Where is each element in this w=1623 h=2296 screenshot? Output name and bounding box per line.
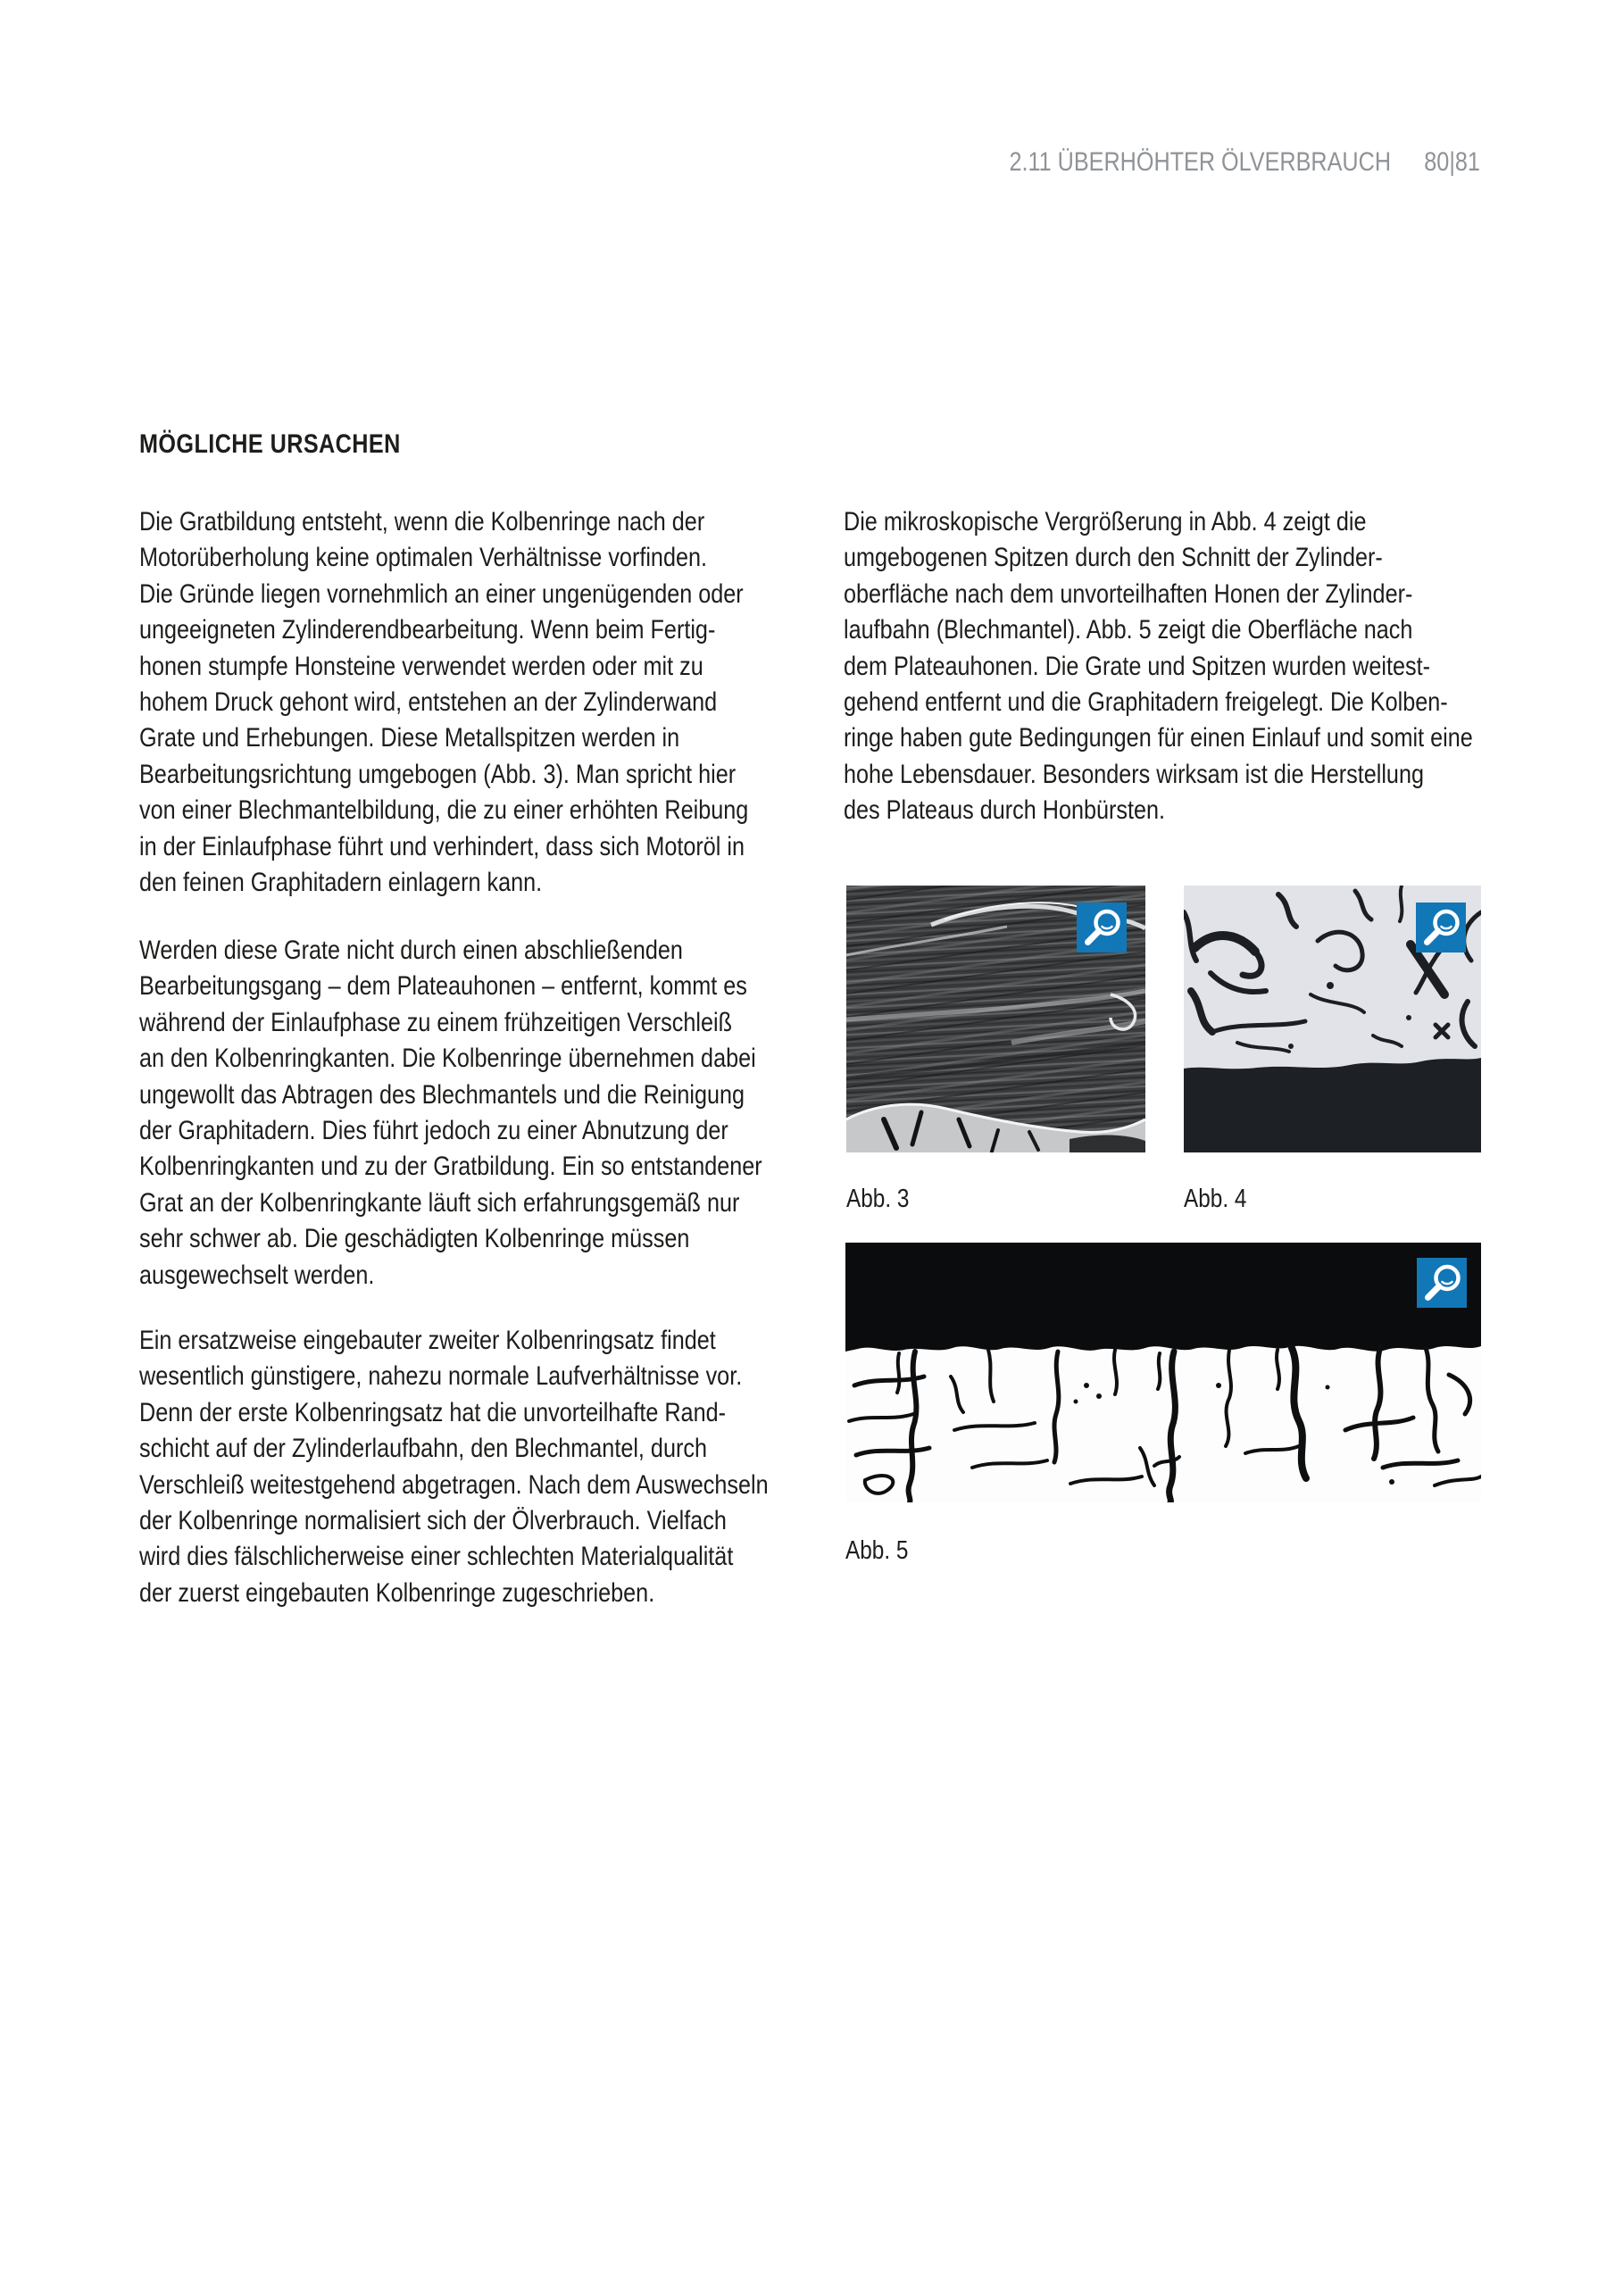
zoom-abb5-button[interactable] xyxy=(1417,1258,1467,1308)
magnifier-icon xyxy=(1077,903,1127,953)
figure-abb3-caption: Abb. 3 xyxy=(846,1185,910,1213)
figure-abb4-caption: Abb. 4 xyxy=(1184,1185,1247,1213)
figure-abb3-image[interactable] xyxy=(846,886,1145,1152)
figure-abb4-image[interactable] xyxy=(1184,886,1481,1152)
section-heading: MÖGLICHE URSACHEN xyxy=(139,429,401,459)
paragraph-left-2: Werden diese Grate nicht durch einen abschließenden Bearbeitungsgang – dem Plateauhonen – entfernt, kommt es während der Einlaufphase zu einem frühzeitigen Verschleiß an den Kolbenringkanten. Die Kolbenringe übernehmen dabei ungewollt das Abtragen des Blechmantels und die Reinigung der Graphitadern. Dies führt jedoch zu einer Abnutzung der Kolbenringkanten und zu der Gratbildung. Ein so entstandener Grat an der Kolbenringkante läuft sich erfahrungsgemäß nur sehr schwer ab. Die geschädigten Kolbenringe müssen ausgewechselt werden. xyxy=(139,936,762,1290)
page-numbers: 80|81 xyxy=(1424,147,1480,177)
figure-abb5-image[interactable] xyxy=(845,1243,1481,1502)
magnifier-icon xyxy=(1416,903,1466,953)
zoom-abb4-button[interactable] xyxy=(1416,903,1466,953)
page-header xyxy=(1010,147,1480,178)
paragraph-left-1: Die Gratbildung entsteht, wenn die Kolbenringe nach der Motorüberholung keine optimalen Verhältnisse vorfinden. Die Gründe liegen vornehmlich an einer ungenügenden oder ungeeigneten Zylinderendbearbeitung. Wenn beim Fertig- honen stumpfe Honsteine verwendet werden oder mit zu hohem Druck gehont wird, entstehen an der Zylinderwand Grate und Erhebungen. Diese Metallspitzen werden in Bearbeitungsrichtung umgebogen (Abb. 3). Man spricht hier von einer Blechmantelbildung, die zu einer erhöhten Reibung in der Einlaufphase führt und verhindert, dass sich Motoröl in den feinen Graphitadern einlagern kann. xyxy=(139,507,749,898)
paragraph-left-3: Ein ersatzweise eingebauter zweiter Kolbenringsatz findet wesentlich günstigere, nahezu normale Laufverhältnisse vor. Denn der erste Kolbenringsatz hat die unvorteilhafte Rand- schicht auf der Zylinderlaufbahn, den Blechmantel, durch Verschleiß weitestgehend abgetragen. Nach dem Auswechseln der Kolbenringe normalisiert sich der Ölverbrauch. Vielfach wird dies fälschlicherweise einer schlechten Materialqualität der zuerst eingebauten Kolbenringe zugeschrieben. xyxy=(139,1326,769,1608)
figure-abb5-caption: Abb. 5 xyxy=(845,1536,909,1565)
section-title: 2.11 ÜBERHÖHTER ÖLVERBRAUCH xyxy=(1009,147,1392,177)
micrograph-abb5 xyxy=(845,1243,1481,1502)
zoom-abb3-button[interactable] xyxy=(1077,903,1127,953)
magnifier-icon xyxy=(1417,1258,1467,1308)
paragraph-right-1: Die mikroskopische Vergrößerung in Abb. 4 zeigt die umgebogenen Spitzen durch den Schnitt der Zylinder- oberfläche nach dem unvorteilhaften Honen der Zylinder- laufbahn (Blechmantel). Abb. 5 zeigt die Oberfläche nach dem Plateauhonen. Die Grate und Spitzen wurden weitest- gehend entfernt und die Graphitadern freigelegt. Die Kolben- ringe haben gute Bedingungen für einen Einlauf und somit eine hohe Lebensdauer. Besonders wirksam ist die Herstellung des Plateaus durch Honbürsten. xyxy=(844,507,1473,826)
